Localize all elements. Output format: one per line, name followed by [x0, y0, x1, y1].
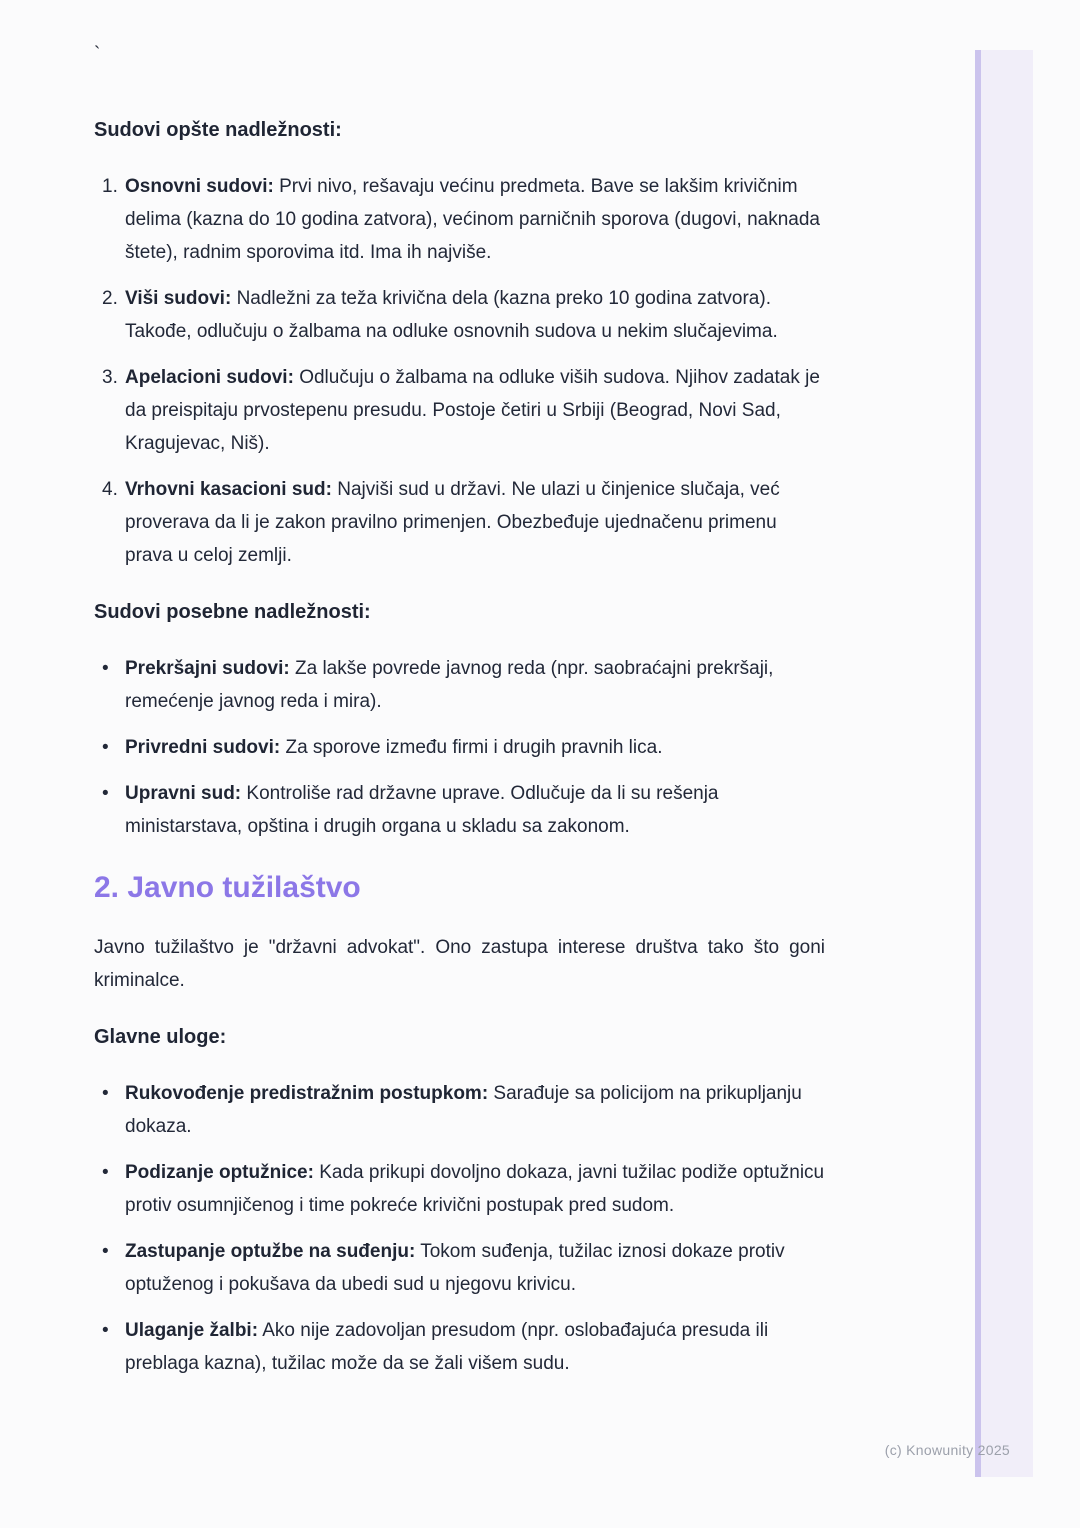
bullet-marker: •	[102, 737, 109, 758]
item-term: Zastupanje optužbe na suđenju:	[125, 1241, 416, 1262]
list-item-text	[125, 777, 825, 843]
item-description: Tokom suđenja, tužilac iznosi dokaze protiv optuženog i pokušava da ubedi sud u njegovu krivicu.	[125, 1241, 785, 1295]
section-title-prosecution: 2. Javno tužilaštvo	[94, 871, 361, 904]
item-description: Odlučuju o žalbama na odluke viših sudova. Njihov zadatak je da preispitaju prvostepenu presudu. Postoje četiri u Srbiji (Beograd, Novi Sad, Kragujevac, Niš).	[125, 367, 820, 454]
item-term: Vrhovni kasacioni sud:	[125, 479, 332, 500]
bullet-marker: •	[102, 1320, 109, 1341]
item-term: Osnovni sudovi:	[125, 176, 274, 197]
footer-credit: (c) Knowunity 2025	[884, 1442, 1010, 1458]
item-term: Podizanje optužnice:	[125, 1162, 314, 1183]
item-term: Upravni sud:	[125, 783, 242, 804]
item-term: Privredni sudovi:	[125, 737, 281, 758]
list-item	[94, 1314, 825, 1380]
item-term: Apelacioni sudovi:	[125, 367, 294, 388]
prosecution-roles-list	[94, 1077, 825, 1380]
stray-backtick-char: `	[94, 44, 101, 65]
bullet-marker: •	[102, 783, 109, 804]
list-item-text	[125, 473, 825, 572]
heading-main-roles: Glavne uloge:	[94, 1026, 227, 1048]
prosecution-intro-paragraph: Javno tužilaštvo je "državni advokat". Ono zastupa interese društva tako što goni kriminalce.	[94, 937, 825, 991]
list-item	[94, 777, 825, 843]
list-item	[94, 1235, 825, 1301]
list-item-text	[125, 731, 825, 764]
list-item	[94, 473, 825, 572]
item-term: Prekršajni sudovi:	[125, 658, 290, 679]
list-item-text	[125, 170, 825, 269]
item-description: Ako nije zadovoljan presudom (npr. oslobađajuća presuda ili preblaga kazna), tužilac može da se žali višem sudu.	[125, 1320, 769, 1374]
list-item-text	[125, 361, 825, 460]
item-description: Za lakše povrede javnog reda (npr. saobraćajni prekršaji, remećenje javnog reda i mira).	[125, 658, 774, 712]
list-item-text	[125, 1314, 825, 1380]
list-number: 4.	[102, 479, 118, 500]
item-term: Viši sudovi:	[125, 288, 232, 309]
bullet-marker: •	[102, 1162, 109, 1183]
list-number: 2.	[102, 288, 118, 309]
special-courts-list	[94, 652, 825, 843]
list-item-text	[125, 652, 825, 718]
heading-special-courts: Sudovi posebne nadležnosti:	[94, 601, 371, 623]
list-item	[94, 170, 825, 269]
bullet-marker: •	[102, 1083, 109, 1104]
general-courts-list	[94, 170, 825, 572]
item-description: Nadležni za teža krivična dela (kazna preko 10 godina zatvora). Takođe, odlučuju o žalbama na odluke osnovnih sudova u nekim slučajevima.	[125, 288, 778, 342]
item-description: Za sporove između firmi i drugih pravnih lica.	[280, 737, 663, 758]
bullet-marker: •	[102, 658, 109, 679]
item-description: Prvi nivo, rešavaju većinu predmeta. Bave se lakšim krivičnim delima (kazna do 10 godina zatvora), većinom parničnih sporova (dugovi, naknada štete), radnim sporovima itd. Ima ih najviše.	[125, 176, 820, 263]
heading-general-courts: Sudovi opšte nadležnosti:	[94, 119, 342, 141]
list-item	[94, 731, 825, 764]
document-content	[94, 0, 825, 1406]
page-edge-band	[975, 50, 1033, 1477]
item-description: Kada prikupi dovoljno dokaza, javni tužilac podiže optužnicu protiv osumnjičenog i time pokreće krivični postupak pred sudom.	[125, 1162, 825, 1216]
list-item	[94, 1077, 825, 1143]
item-term: Ulaganje žalbi:	[125, 1320, 259, 1341]
list-number: 1.	[102, 176, 118, 197]
list-number: 3.	[102, 367, 118, 388]
list-item-text	[125, 1077, 825, 1143]
list-item	[94, 361, 825, 460]
list-item	[94, 282, 825, 348]
item-description: Najviši sud u državi. Ne ulazi u činjenice slučaja, već proverava da li je zakon pravilno primenjen. Obezbeđuje ujednačenu primenu prava u celoj zemlji.	[125, 479, 780, 566]
list-item-text	[125, 1235, 825, 1301]
item-description: Kontroliše rad državne uprave. Odlučuje da li su rešenja ministarstava, opština i drugih organa u skladu sa zakonom.	[125, 783, 719, 837]
bullet-marker: •	[102, 1241, 109, 1262]
list-item-text	[125, 282, 825, 348]
item-description: Sarađuje sa policijom na prikupljanju dokaza.	[125, 1083, 802, 1137]
list-item-text	[125, 1156, 825, 1222]
list-item	[94, 652, 825, 718]
item-term: Rukovođenje predistražnim postupkom:	[125, 1083, 489, 1104]
list-item	[94, 1156, 825, 1222]
